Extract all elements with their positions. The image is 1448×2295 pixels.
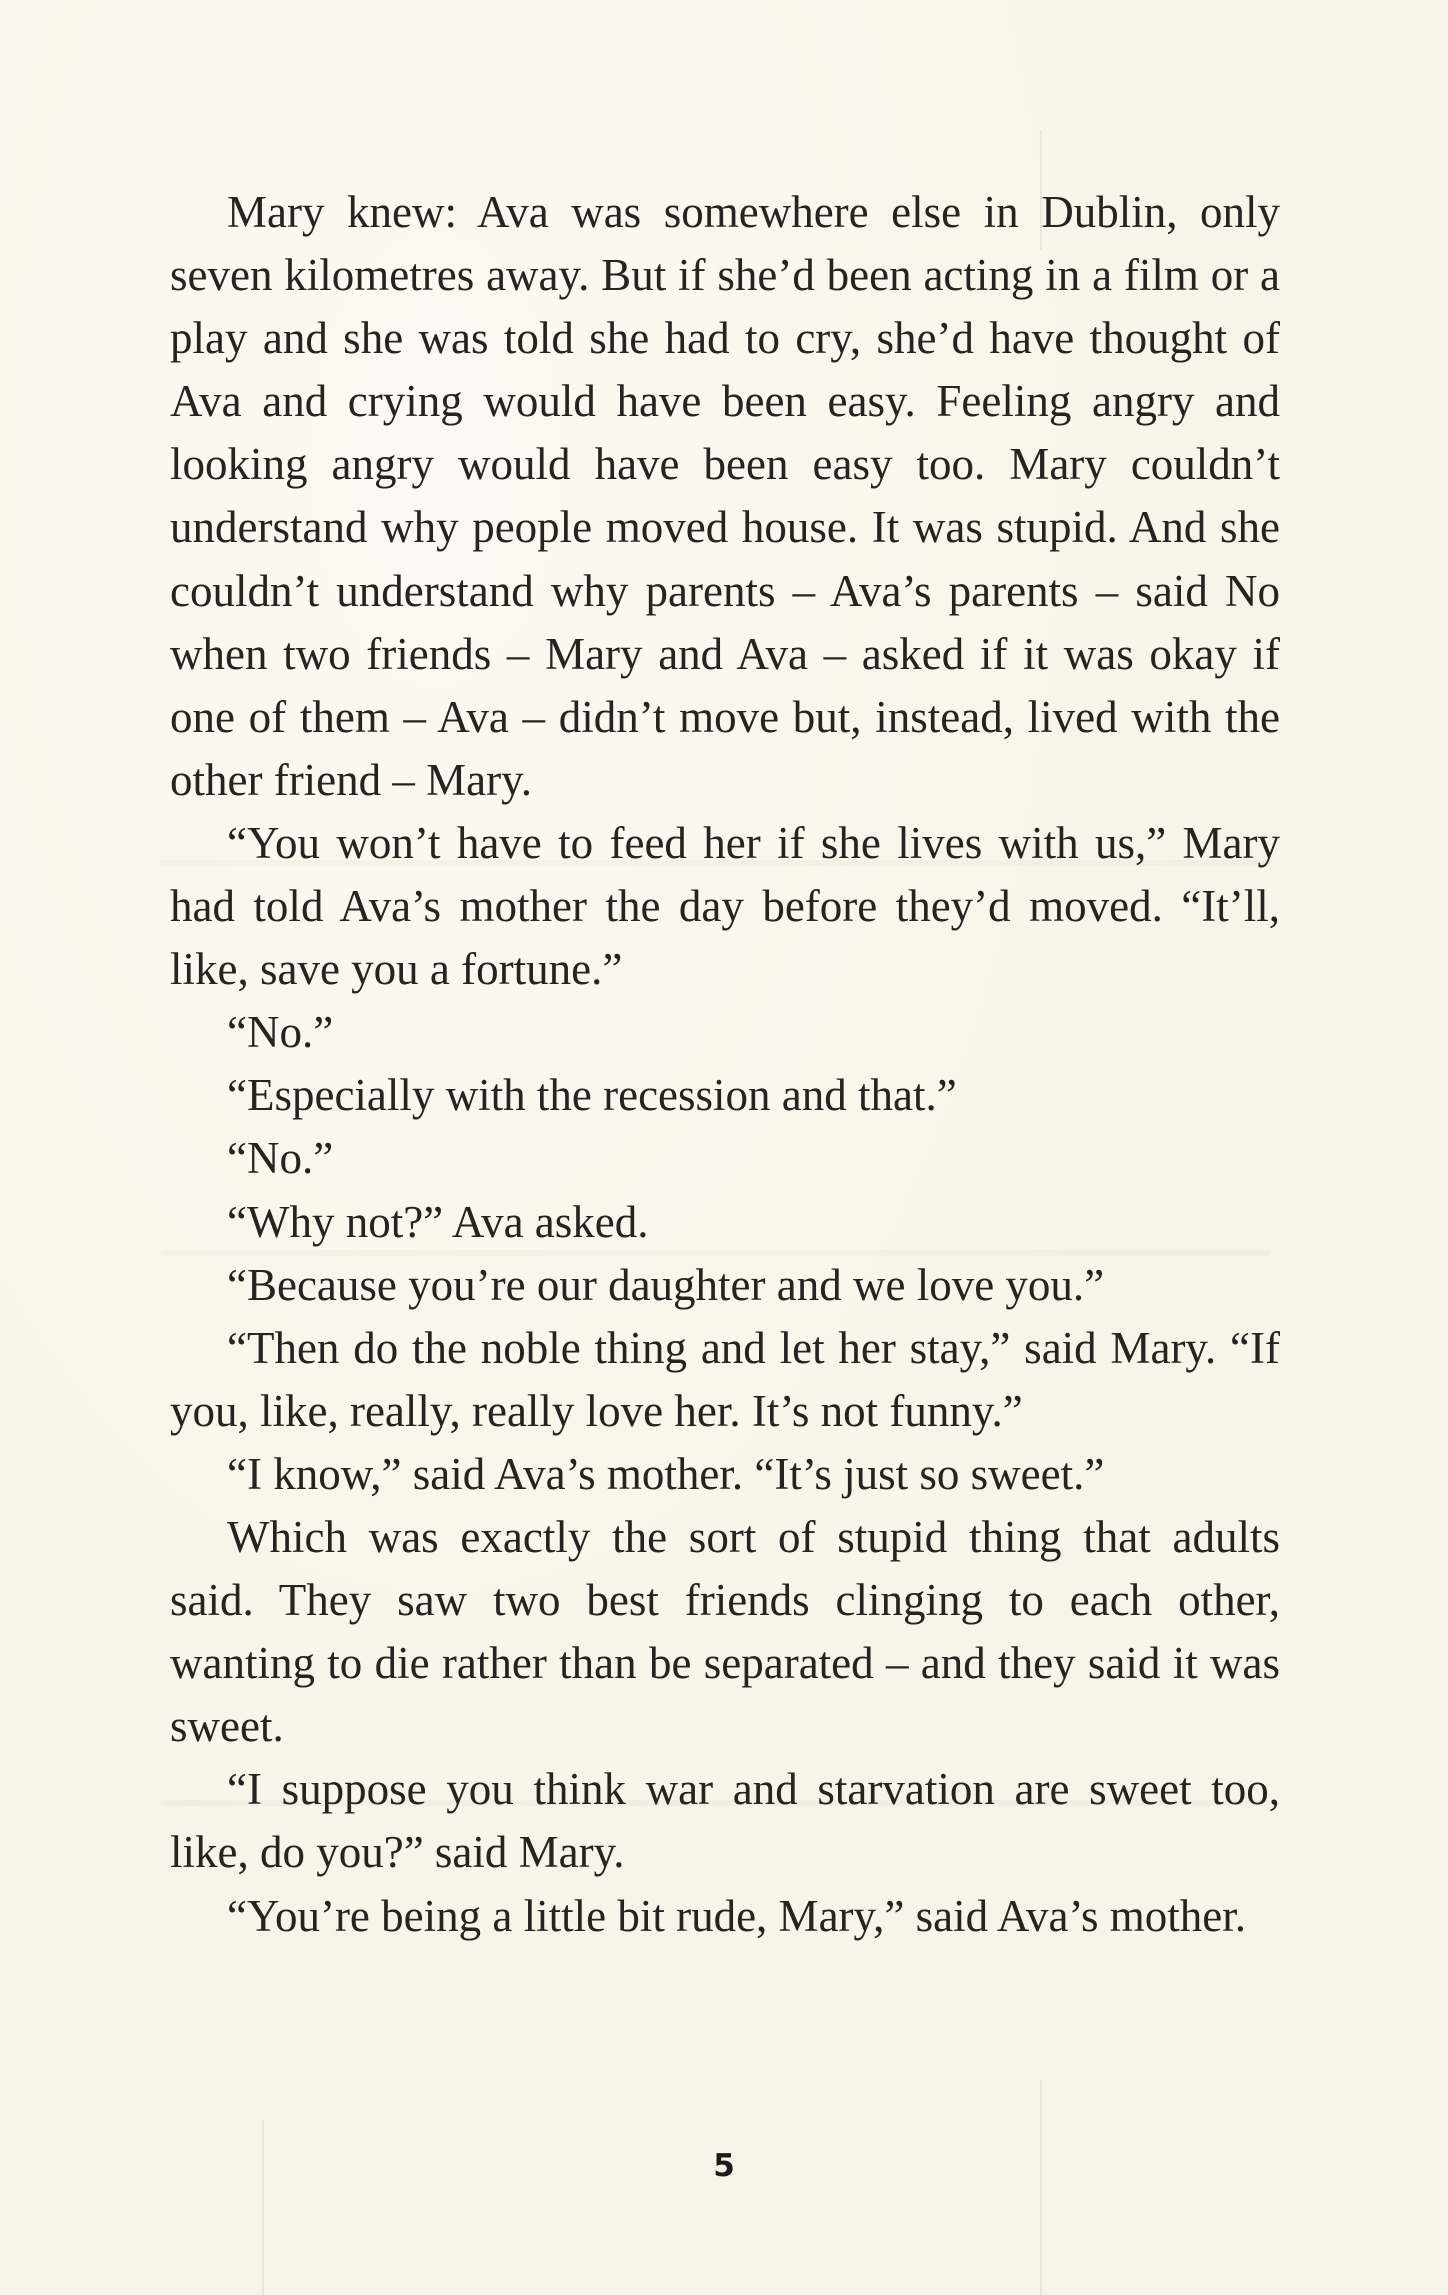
paragraph: Mary knew: Ava was somewhere else in Dublin, only seven kilometres away. But if she’d been acting in a film or a play and she was told she had to cry, she’d have thought of Ava and crying would have been easy. Feeling angry and looking angry would have been easy too. Mary couldn’t understand why people moved house. It was stupid. And she couldn’t understand why parents – Ava’s parents – said No when two friends – Mary and Ava – asked if it was okay if one of them – Ava – didn’t move but, instead, lived with the other friend – Mary. — [170, 187, 1280, 805]
paragraph: “Because you’re our daughter and we love you.” — [227, 1259, 1105, 1310]
paragraph: Which was exactly the sort of stupid thing that adults said. They saw two best friends clinging to each other, wanting to die rather than be separated – and they said it was sweet. — [170, 1511, 1280, 1752]
page-number: 5 — [713, 2148, 735, 2184]
paragraph: “Then do the noble thing and let her stay,” said Mary. “If you, like, really, really love her. It’s not funny.” — [170, 1322, 1280, 1436]
paragraph: “Especially with the recession and that.” — [227, 1070, 957, 1121]
paragraph: “Why not?” Ava asked. — [227, 1196, 649, 1247]
paragraph: “No.” — [227, 1133, 334, 1184]
paragraph: “No.” — [227, 1007, 334, 1058]
page-crease — [1040, 2080, 1042, 2295]
paragraph: “I know,” said Ava’s mother. “It’s just so sweet.” — [227, 1448, 1105, 1499]
paragraph: “I suppose you think war and starvation are sweet too, like, do you?” said Mary. — [170, 1764, 1280, 1878]
paragraph: “You won’t have to feed her if she lives with us,” Mary had told Ava’s mother the day before they’d moved. “It’ll, like, save you a fortune.” — [170, 817, 1280, 995]
body-text — [170, 181, 1280, 1948]
paragraph: “You’re being a little bit rude, Mary,” said Ava’s mother. — [227, 1890, 1246, 1941]
page-crease — [262, 2120, 264, 2295]
